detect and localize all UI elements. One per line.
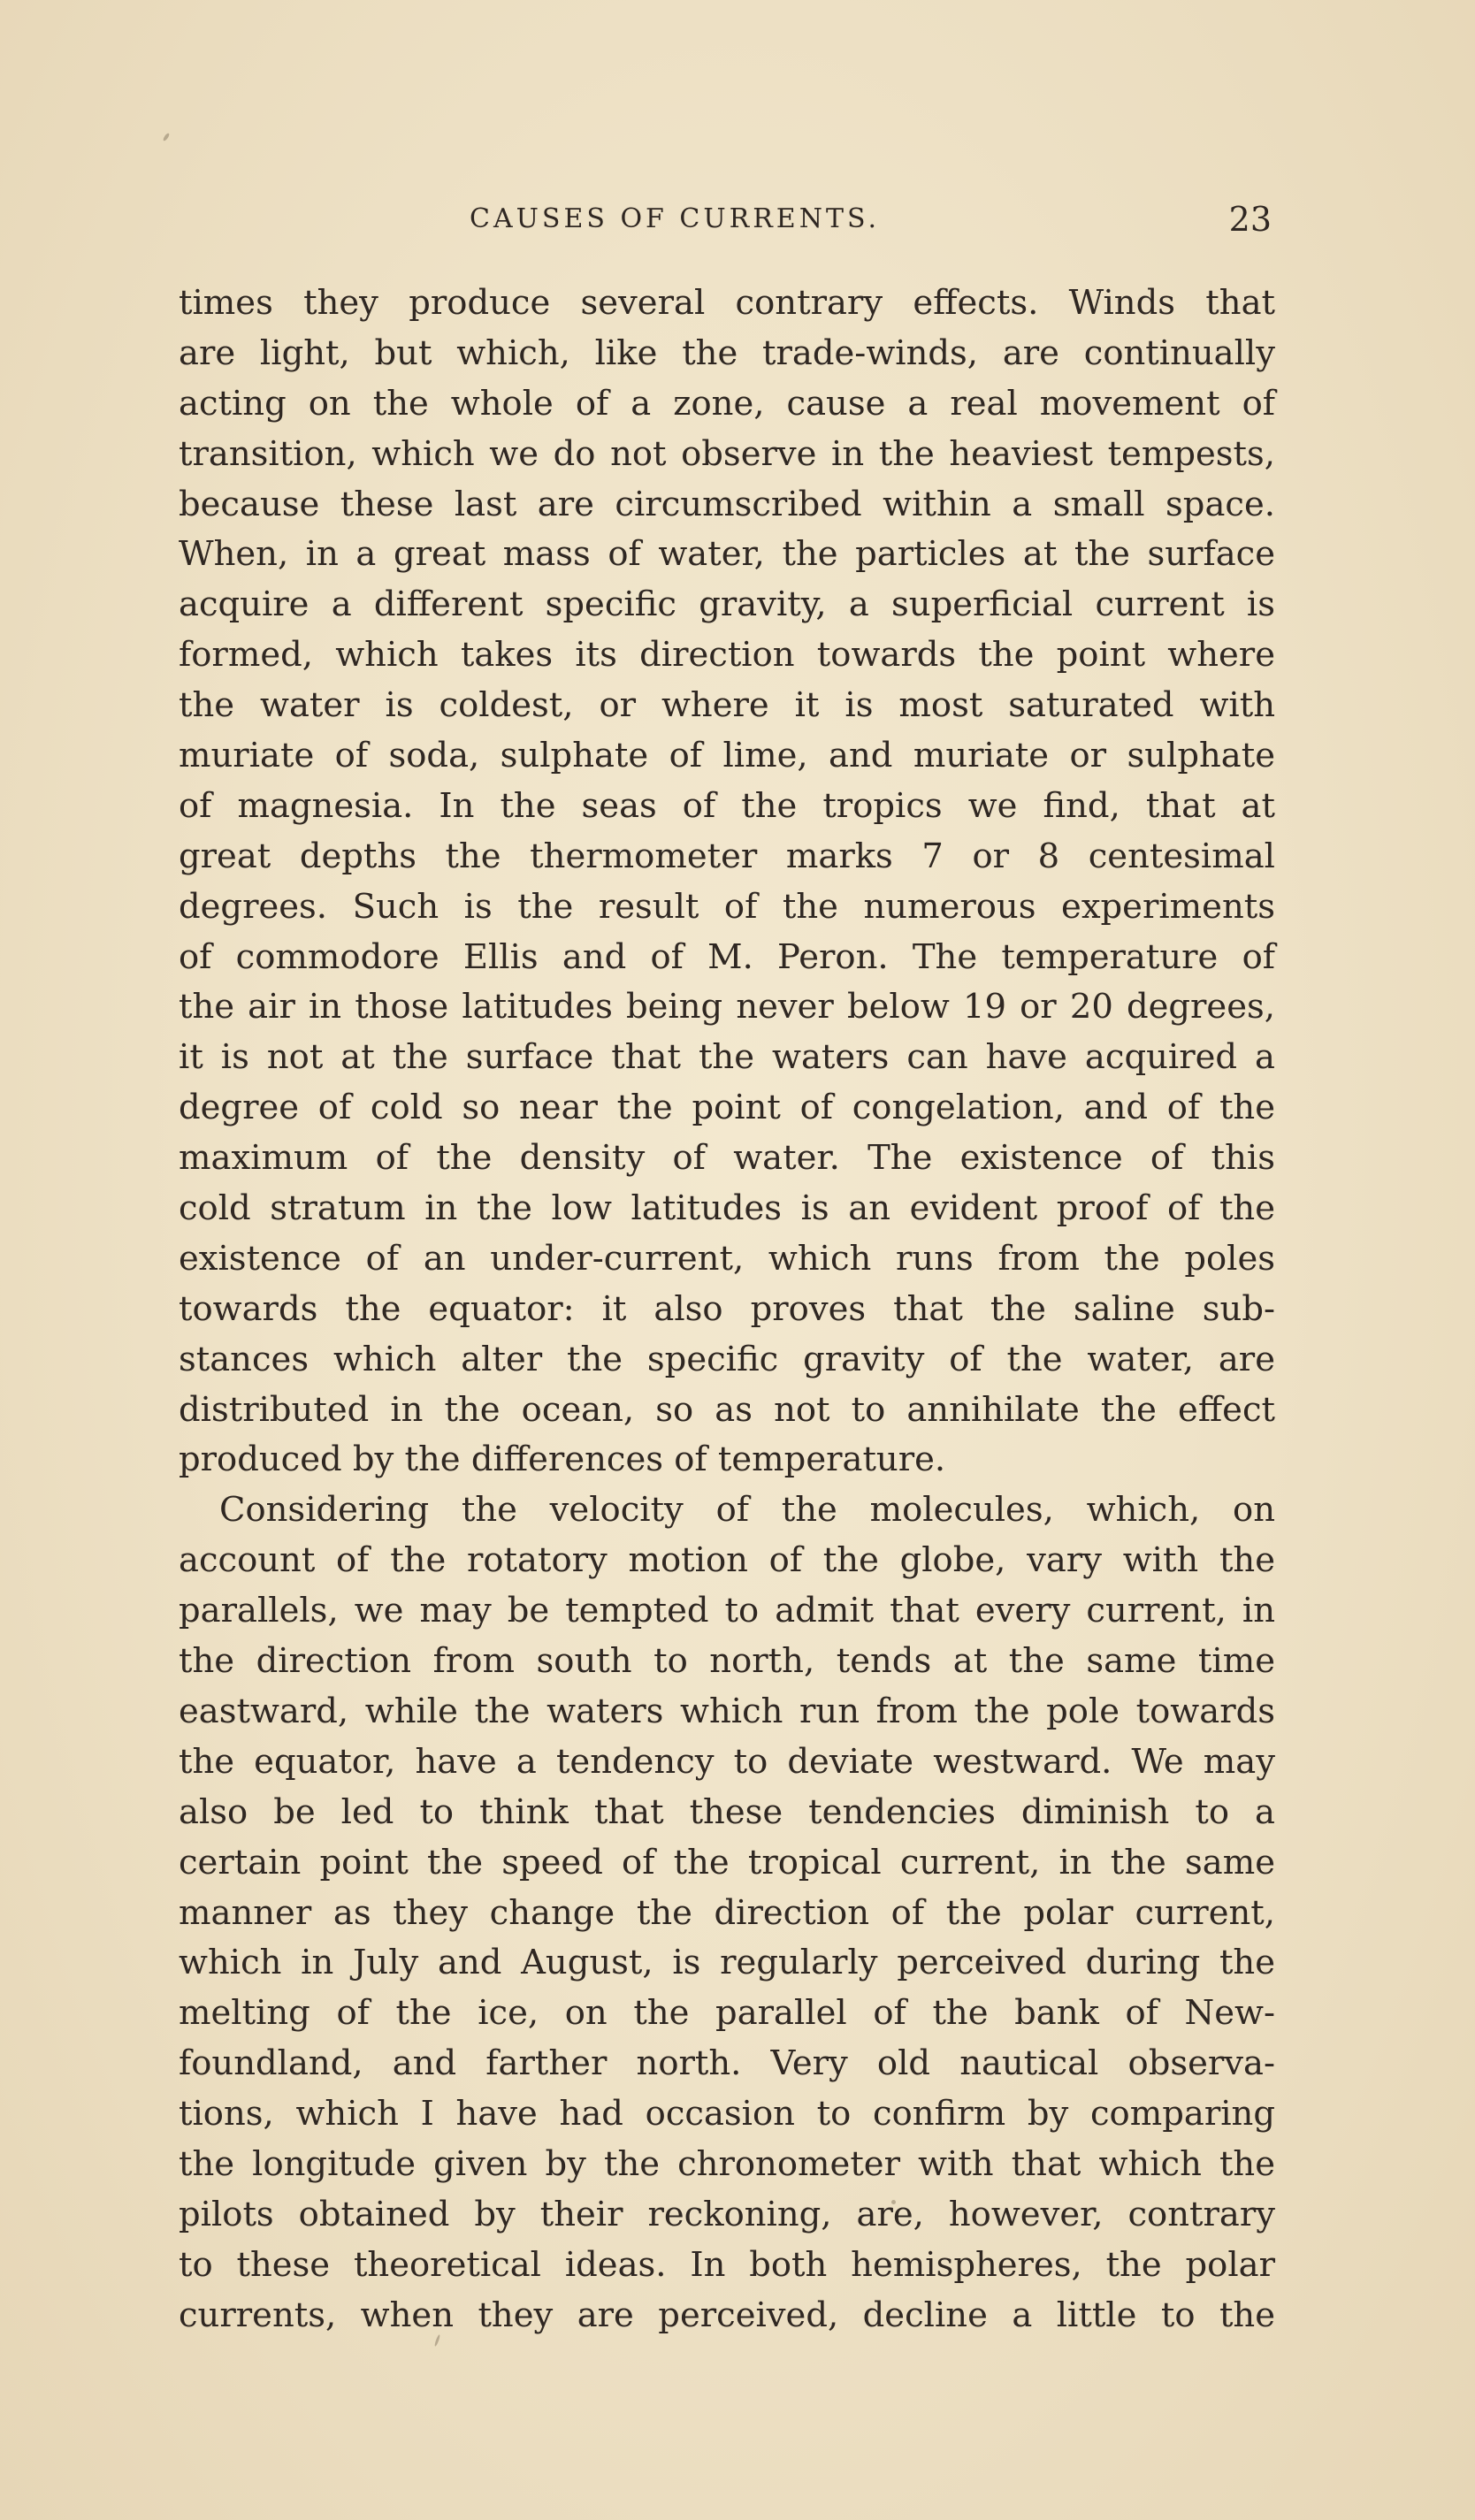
text-line: muriate of soda, sulphate of lime, and muriate or sulphate [179, 736, 1275, 776]
text-line: also be led to think that these tendencies diminish to a [179, 1791, 1275, 1832]
text-line: stances which alter the specific gravity of the water, are [179, 1339, 1275, 1379]
text-line: of commodore Ellis and of M. Peron. The temperature of [179, 936, 1275, 977]
text-line: formed, which takes its direction towards the point where [179, 635, 1275, 676]
text-line: eastward, while the waters which run from the pole towards [179, 1691, 1275, 1731]
paragraph-start-line: Considering the velocity of the molecules, which, on [219, 1490, 1275, 1531]
text-line: it is not at the surface that the waters can have acquired a [179, 1037, 1275, 1078]
page-number: 23 [1228, 200, 1272, 239]
text-line: which in July and August, is regularly perceived during the [179, 1943, 1275, 1983]
running-head [0, 193, 1475, 246]
text-line: certain point the speed of the tropical current, in the same [179, 1842, 1275, 1882]
text-line: manner as they change the direction of the polar current, [179, 1892, 1275, 1933]
paragraph-end-line: produced by the differences of temperature. [179, 1439, 946, 1480]
text-line: melting of the ice, on the parallel of the bank of New- [179, 1993, 1275, 2034]
text-line: currents, when they are perceived, decline a little to the [179, 2295, 1275, 2335]
text-line: the water is coldest, or where it is most saturated with [179, 685, 1275, 726]
text-line: foundland, and farther north. Very old nautical observa- [179, 2043, 1275, 2084]
body-text [179, 279, 1275, 2341]
text-line: pilots obtained by their reckoning, are, however, contrary [179, 2194, 1275, 2234]
paper-speck [162, 133, 170, 141]
text-line: the equator, have a tendency to deviate westward. We may [179, 1741, 1275, 1782]
text-line: because these last are circumscribed within a small space. [179, 484, 1275, 524]
text-line: times they produce several contrary effects. Winds that [179, 283, 1275, 323]
text-line: the longitude given by the chronometer with that which the [179, 2143, 1275, 2184]
text-line: great depths the thermometer marks 7 or 8 centesimal [179, 836, 1275, 876]
text-line: of magnesia. In the seas of the tropics we find, that at [179, 785, 1275, 826]
text-line: are light, but which, like the trade-winds, are continually [179, 332, 1275, 373]
text-line: the air in those latitudes being never below 19 or 20 degrees, [179, 987, 1275, 1027]
text-line: degrees. Such is the result of the numerous experiments [179, 886, 1275, 927]
text-line: the direction from south to north, tends at the same time [179, 1641, 1275, 1682]
text-line: towards the equator: it also proves that the saline sub- [179, 1288, 1275, 1329]
text-line: maximum of the density of water. The existence of this [179, 1138, 1275, 1179]
text-line: account of the rotatory motion of the globe, vary with the [179, 1540, 1275, 1581]
text-line: tions, which I have had occasion to confirm by comparing [179, 2094, 1275, 2134]
text-line: degree of cold so near the point of congelation, and of the [179, 1088, 1275, 1128]
running-title: CAUSES OF CURRENTS. [470, 203, 880, 234]
text-line: When, in a great mass of water, the particles at the surface [179, 534, 1275, 575]
text-line: existence of an under-current, which runs from the poles [179, 1238, 1275, 1279]
text-line: distributed in the ocean, so as not to annihilate the effect [179, 1389, 1275, 1430]
text-line: transition, which we do not observe in the heaviest tempests, [179, 433, 1275, 474]
text-line: acquire a different specific gravity, a superficial current is [179, 584, 1275, 625]
text-line: to these theoretical ideas. In both hemispheres, the polar [179, 2244, 1275, 2285]
text-line: acting on the whole of a zone, cause a real movement of [179, 383, 1275, 424]
text-line: cold stratum in the low latitudes is an evident proof of the [179, 1188, 1275, 1229]
text-line: parallels, we may be tempted to admit that every current, in [179, 1591, 1275, 1631]
